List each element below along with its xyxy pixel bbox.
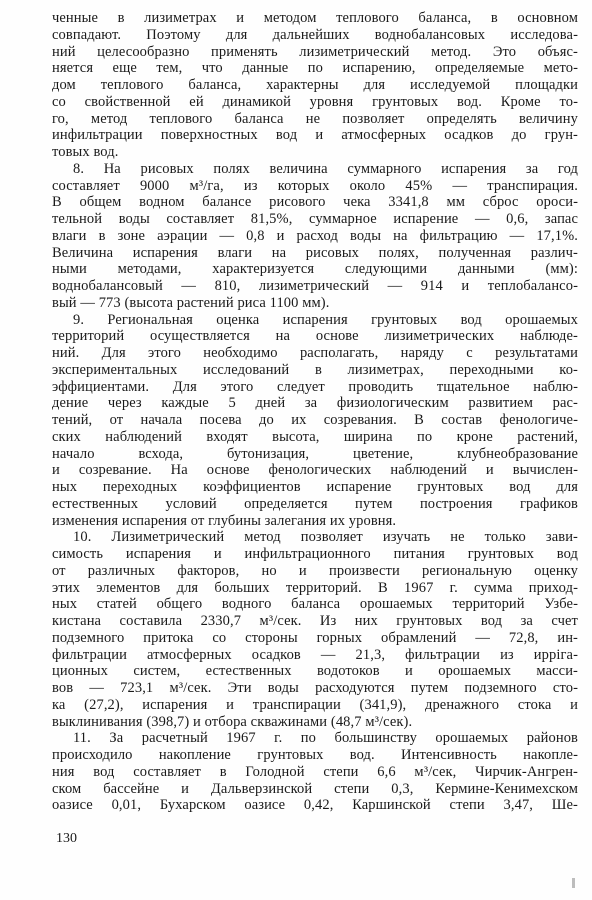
text-line: вов — 723,1 м³/сек. Эти воды расходуются путем подземного сто- (52, 680, 578, 696)
text-line: воднобалансовый — 810, лизиметрический — 914 и теплобалансо- (52, 278, 578, 294)
text-line: фильтрации атмосферных осадков — 21,3, фильтрации из ирріга- (52, 646, 578, 663)
text-line: начало всхода, бутонизация, цветение, клубнеобразование (52, 445, 578, 462)
text-line: территорий осуществляется на основе лизиметрических наблюде- (52, 328, 578, 345)
text-line: совпадают. Поэтому для дальнейших воднобалансовых исследова- (52, 26, 578, 43)
text-line: ных статей общего водного баланса орошаемых территорий Узбе- (52, 596, 578, 613)
text-line: оазисе 0,01, Бухарском оазисе 0,42, Каршинской степи 3,47, Ше- (52, 797, 578, 814)
text-line: экспериментальных исследований в лизиметрах, переходными ко- (52, 361, 578, 378)
paragraph-11-start: 11. За расчетный 1967 г. по большинству орошаемых районов (73, 730, 578, 747)
text-line: ка (27,2), испарения и транспирации (341,9), дренажного стока и (52, 696, 578, 713)
text-line: со свойственной ей динамикой уровня грунтовых вод. Кроме то- (52, 93, 578, 110)
text-line: инфильтрации поверхностных вод и атмосферных осадков до грун- (52, 127, 578, 144)
text-line: эффициентами. Для этого следует проводить тщательное наблю- (52, 378, 578, 395)
text-line: Величина испарения влаги на рисовых полях, полученная различ- (52, 244, 578, 261)
text-line: кистана составила 2330,7 м³/сек. Из них грунтовых вод за счет (52, 613, 578, 629)
text-line: влаги в зоне аэрации — 0,8 и расход воды на фильтрацию — 17,1%. (52, 227, 578, 244)
text-line: происходило накопление грунтовых вод. Интенсивность накопле- (52, 747, 578, 763)
text-line: подземного притока со стороны горных обрамлений — 72,8, ин- (52, 629, 578, 646)
text-line: и созревание. На основе фенологических наблюдений и вычислен- (52, 462, 578, 479)
text-line: няется еще тем, что данные по испарению, определяемые мето- (52, 60, 578, 77)
text-line: изменения испарения от глубины залегания их уровня. (52, 512, 397, 529)
text-line: ний. Для этого необходимо располагать, наряду с результатами (52, 345, 578, 361)
text-line: тений, от начала посева до их созревания. В состав фенологиче- (52, 412, 578, 428)
scan-mark (572, 878, 575, 888)
text-line: ния вод составляет в Голодной степи 6,6 м³/сек, Чирчик-Ангрен- (52, 763, 578, 780)
paragraph-9-start: 9. Региональная оценка испарения грунтовых вод орошаемых (73, 311, 578, 328)
text-line: составляет 9000 м³/га, из которых около 45% — транспирация. (52, 177, 578, 194)
text-line: ний целесообразно применять лизиметрический метод. Это объяс- (52, 43, 578, 60)
text-line: ском бассейне и Дальверзинской степи 0,3, Кермине-Кенимехском (52, 780, 578, 797)
text-line: ционных систем, естественных водотоков и орошаемых масси- (52, 663, 578, 680)
text-line: дом теплового баланса, характерны для исследуемой площадки (52, 77, 578, 93)
text-line: товых вод. (52, 144, 119, 160)
text-line: го, метод теплового баланса не позволяет определять величину (52, 110, 578, 127)
text-line: ченные в лизиметрах и методом теплового баланса, в основном (52, 10, 578, 26)
text-line: тельной воды составляет 81,5%, суммарное испарение — 0,6, запас (52, 211, 578, 227)
text-line: ными методами, характеризуется следующими данными (мм): (52, 261, 578, 278)
text-line: естественных условий определяется путем построения графиков (52, 495, 578, 512)
paragraph-8-start: 8. На рисовых полях величина суммарного испарения за год (73, 160, 578, 177)
page-number: 130 (56, 831, 77, 846)
body-text (52, 10, 578, 814)
text-line: ных переходных коэффициентов испарение грунтовых вод для (52, 479, 578, 495)
text-line: вый — 773 (высота растений риса 1100 мм). (52, 294, 330, 311)
text-line: дение через каждые 5 дней за физиологическим развитием рас- (52, 395, 578, 412)
text-line: этих элементов для больших территорий. В 1967 г. сумма приход- (52, 579, 578, 596)
text-line: В общем водном балансе рисового чека 3341,8 мм сброс ороси- (52, 194, 578, 211)
text-line: от различных факторов, но и произвести региональную оценку (52, 562, 578, 579)
text-line: симость испарения и инфильтрационного питания грунтовых вод (52, 546, 578, 562)
text-line: ских наблюдений входят высота, ширина по кроне растений, (52, 428, 578, 445)
paragraph-10-start: 10. Лизиметрический метод позволяет изучать не только зави- (73, 529, 578, 546)
text-line: выклинивания (398,7) и отбора скважинами (48,7 м³/сек). (52, 713, 413, 730)
